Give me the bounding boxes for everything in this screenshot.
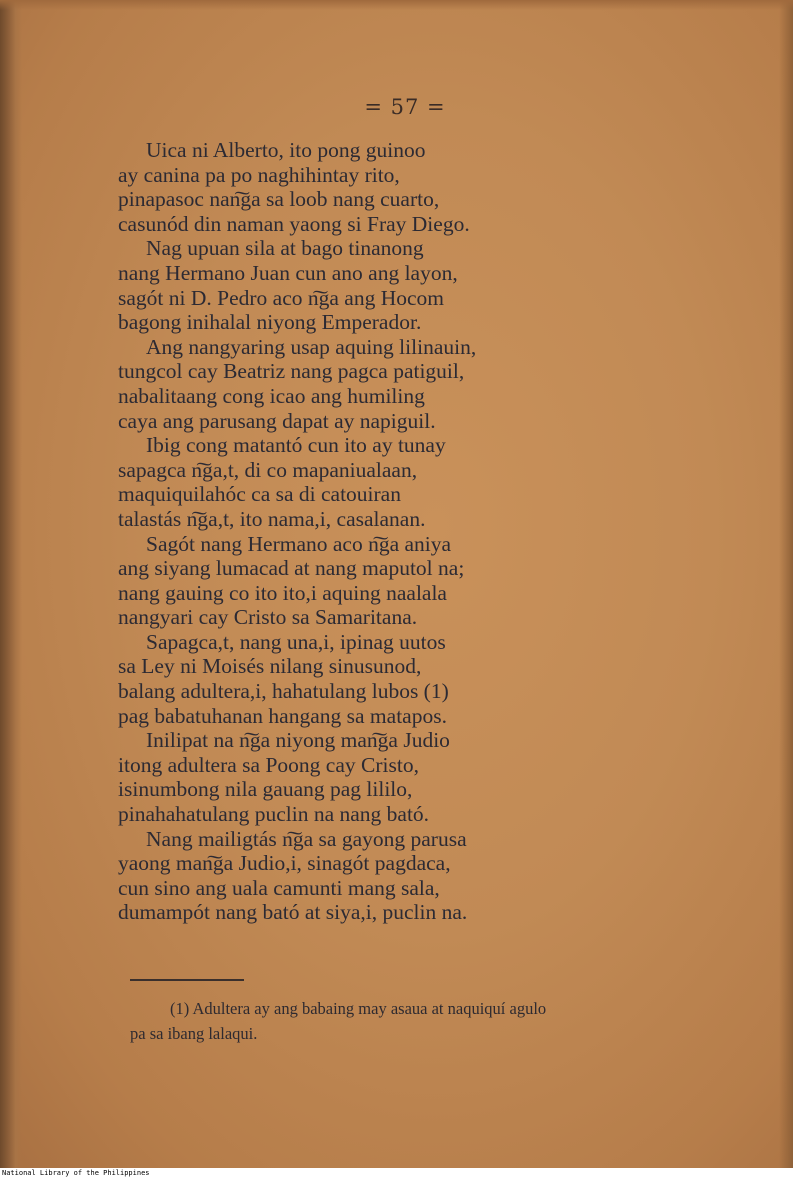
verse-line: Inilipat na n͠ga niyong man͠ga Judio	[146, 728, 450, 753]
stanza	[118, 138, 618, 236]
page-number: = 57 =	[364, 95, 446, 119]
verse-line: talastás n͠ga,t, ito nama,i, casalanan.	[118, 506, 426, 531]
page-top-edge-shadow	[0, 0, 793, 10]
stanza	[118, 630, 618, 728]
verse-line: Uica ni Alberto, ito pong guinoo	[146, 138, 426, 162]
verse-line: Ibig cong matantó cun ito ay tunay	[146, 433, 446, 458]
verse-line: ang siyang lumacad at nang maputol na;	[118, 556, 465, 581]
stanza	[118, 433, 618, 531]
stanza	[118, 236, 618, 334]
verse-line: Nang mailigtás n͠ga sa gayong parusa	[146, 826, 467, 851]
stanza	[118, 728, 618, 826]
stanza	[118, 335, 618, 433]
page-spine-shadow	[0, 0, 22, 1168]
poem-body	[118, 138, 618, 925]
verse-line: Sagót nang Hermano aco n͠ga aniya	[146, 531, 452, 556]
verse-line: isinumbong nila gauang pag lililo,	[118, 777, 413, 802]
verse-line: nang Hermano Juan cun ano ang layon,	[118, 260, 458, 285]
verse-line: maquiquilahóc ca sa di catouiran	[118, 482, 401, 507]
verse-line: Sapagca,t, nang una,i, ipinag uutos	[146, 629, 446, 654]
verse-line: pag babatuhanan hangang sa matapos.	[118, 703, 447, 728]
verse-line: nangyari cay Cristo sa Samaritana.	[118, 605, 418, 630]
verse-line: cun sino ang uala camunti mang sala,	[118, 875, 440, 900]
verse-line: bagong inihalal niyong Emperador.	[118, 310, 422, 335]
verse-line: sagót ni D. Pedro aco n͠ga ang Hocom	[118, 285, 445, 310]
verse-line: sa Ley ni Moisés nilang sinusunod,	[118, 654, 422, 679]
footnote-line: (1) Adultera ay ang babaing may asaua at naquiquí agulo	[170, 999, 547, 1018]
verse-line: caya ang parusang dapat ay napiguil.	[118, 408, 436, 433]
verse-line: tungcol cay Beatriz nang pagca patiguil,	[118, 359, 465, 384]
verse-line: dumampót nang bató at siya,i, puclin na.	[118, 900, 468, 925]
verse-line: itong adultera sa Poong cay Cristo,	[118, 752, 419, 777]
footnote-divider	[130, 979, 244, 981]
verse-line: Ang nangyaring usap aquing lilinauin,	[146, 334, 477, 359]
footnote-line: pa sa ibang lalaqui.	[130, 1024, 258, 1043]
verse-line: nabalitaang cong icao ang humiling	[118, 383, 425, 408]
verse-line: Nag upuan sila at bago tinanong	[146, 236, 424, 261]
stanza	[118, 827, 618, 925]
stanza	[118, 532, 618, 630]
verse-line: balang adultera,i, hahatulang lubos (1)	[118, 679, 449, 704]
verse-line: nang gauing co ito ito,i aquing naalala	[118, 580, 447, 605]
verse-line: sapagca n͠ga,t, di co mapaniualaan,	[118, 457, 418, 482]
verse-line: ay canina pa po naghihintay rito,	[118, 162, 400, 187]
footnote	[130, 996, 710, 1046]
page-right-edge-shadow	[779, 0, 793, 1168]
verse-line: casunód din naman yaong si Fray Diego.	[118, 211, 470, 236]
verse-line: yaong man͠ga Judio,i, sinagót pagdaca,	[118, 851, 451, 876]
verse-line: pinahahatulang puclin na nang bató.	[118, 802, 430, 827]
library-credit: National Library of the Philippines	[2, 1169, 150, 1177]
verse-line: pinapasoc nan͠ga sa loob nang cuarto,	[118, 187, 440, 212]
